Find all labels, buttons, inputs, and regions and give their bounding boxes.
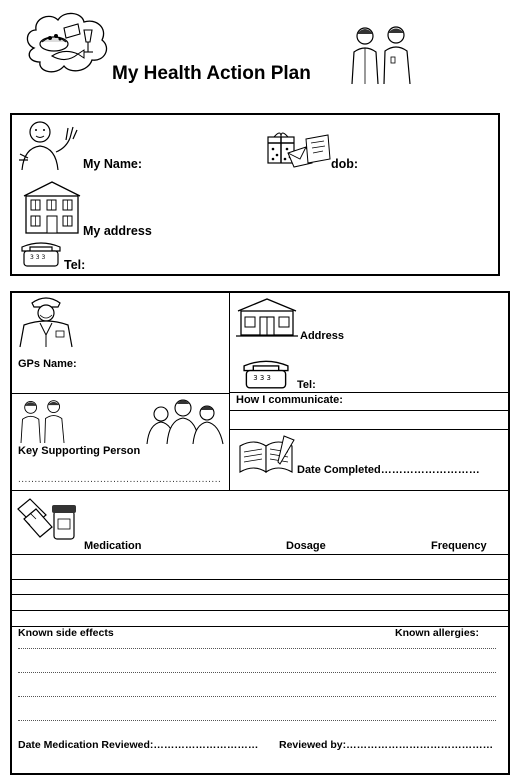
known-side-effects-label: Known side effects: [18, 627, 114, 639]
medication-row-line[interactable]: [11, 554, 509, 555]
waving-person-icon: [18, 118, 80, 170]
date-completed-label[interactable]: Date Completed………………………: [297, 464, 480, 476]
svg-text:3 3 3: 3 3 3: [253, 373, 271, 382]
page-title: My Health Action Plan: [112, 63, 311, 84]
medication-column-header: Medication: [84, 540, 142, 552]
section-divider: [11, 490, 509, 491]
frequency-column-header: Frequency: [431, 540, 487, 552]
group-of-people-icon: [147, 396, 223, 444]
how-i-communicate-label: How I communicate:: [236, 394, 343, 406]
gp-tel-label: Tel:: [297, 379, 316, 391]
medication-row-line[interactable]: [11, 594, 509, 595]
my-name-label: My Name:: [83, 157, 143, 171]
row-divider: [11, 393, 229, 394]
house-icon: [22, 180, 82, 234]
side-effects-dotted-line[interactable]: [18, 648, 496, 649]
two-people-icon: [348, 22, 418, 84]
gps-name-label: GPs Name:: [18, 358, 77, 370]
medication-row-line[interactable]: [11, 579, 509, 580]
food-cloud-icon: [22, 8, 112, 80]
row-divider: [229, 429, 509, 430]
gp-address-label: Address: [300, 330, 345, 342]
surgery-building-icon: [236, 297, 298, 337]
dob-label: dob:: [331, 157, 359, 171]
date-medication-reviewed-label[interactable]: Date Medication Reviewed:…………………………: [18, 739, 259, 751]
telephone-icon: [238, 359, 294, 389]
my-address-label: My address: [83, 224, 152, 238]
medication-row-line[interactable]: [11, 610, 509, 611]
dosage-column-header: Dosage: [286, 540, 326, 552]
open-book-icon: [236, 434, 296, 474]
side-effects-dotted-line[interactable]: [18, 672, 496, 673]
svg-text:3 3 3: 3 3 3: [30, 254, 46, 261]
my-tel-label: Tel:: [64, 258, 86, 272]
row-divider: [229, 410, 509, 411]
two-carers-icon: [16, 397, 72, 443]
medication-icon: [16, 495, 80, 543]
column-divider: [229, 292, 230, 490]
reviewed-by-label[interactable]: Reviewed by:……………………………………: [279, 739, 494, 751]
known-allergies-label: Known allergies:: [395, 627, 480, 639]
doctor-icon: [16, 295, 76, 347]
key-person-dotted-line[interactable]: ..............................................................: [18, 474, 222, 485]
personal-details-box: [10, 113, 500, 276]
row-divider: [229, 392, 509, 393]
side-effects-dotted-line[interactable]: [18, 720, 496, 721]
key-supporting-person-label: Key Supporting Person: [18, 445, 141, 457]
telephone-icon: [18, 241, 64, 267]
side-effects-dotted-line[interactable]: [18, 696, 496, 697]
gifts-cards-icon: [266, 129, 332, 167]
